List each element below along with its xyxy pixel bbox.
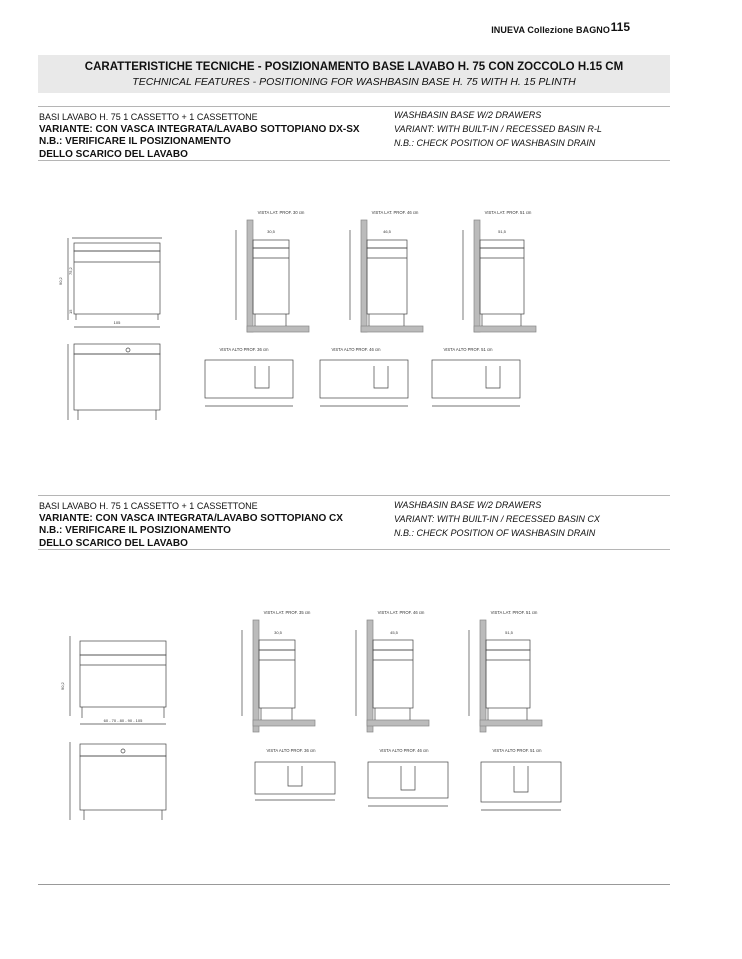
section-2-it-text: BASI LAVABO H. 75 1 CASSETTO + 1 CASSETTONE VARIANTE: CON VASCA INTEGRATA/LAVABO SOTTOPIANO CX N.B.: VERIFICARE IL POSIZIONAMENTO DELLO SCARICO DEL LAVABO bbox=[39, 501, 343, 549]
dimension-label: 105 bbox=[113, 320, 121, 325]
section-1-it-text: BASI LAVABO H. 75 1 CASSETTO + 1 CASSETTONE VARIANTE: CON VASCA INTEGRATA/LAVABO SOTTOPIANO DX-SX N.B.: VERIFICARE IL POSIZIONAMENTO DELLO SCARICO DEL LAVABO bbox=[39, 112, 360, 160]
svg-text:VISTA ALTO PROF. 46 cm: VISTA ALTO PROF. 46 cm bbox=[331, 347, 381, 352]
front-view-drawing-2 bbox=[60, 636, 166, 820]
svg-text:VISTA LAT. PROF. 30 cm: VISTA LAT. PROF. 30 cm bbox=[257, 210, 305, 215]
svg-text:VISTA LAT. PROF. 46 cm: VISTA LAT. PROF. 46 cm bbox=[371, 210, 419, 215]
svg-text:VISTA ALTO PROF. 51 cm: VISTA ALTO PROF. 51 cm bbox=[492, 748, 542, 753]
svg-text:VISTA LAT. PROF. 51 cm: VISTA LAT. PROF. 51 cm bbox=[490, 610, 538, 615]
svg-text:45,5: 45,5 bbox=[390, 630, 398, 635]
dimension-label: 75,2 bbox=[68, 267, 73, 275]
front-view-drawing-1 bbox=[58, 238, 162, 420]
svg-text:VISTA ALTO PROF. 46 cm: VISTA ALTO PROF. 46 cm bbox=[379, 748, 429, 753]
side-views-1 bbox=[236, 210, 536, 332]
page-number: 115 bbox=[610, 20, 630, 34]
top-views-2 bbox=[255, 748, 561, 810]
svg-text:VISTA LAT. PROF. 46 cm: VISTA LAT. PROF. 46 cm bbox=[377, 610, 425, 615]
svg-text:51,5: 51,5 bbox=[505, 630, 513, 635]
svg-text:VISTA ALTO PROF. 36 cm: VISTA ALTO PROF. 36 cm bbox=[219, 347, 269, 352]
dimension-label: 90,2 bbox=[58, 277, 63, 285]
title-it: CARATTERISTICHE TECNICHE - POSIZIONAMENTO BASE LAVABO H. 75 CON ZOCCOLO H.15 CM bbox=[84, 61, 624, 73]
title-en: TECHNICAL FEATURES - POSITIONING FOR WASHBASIN BASE H. 75 WITH H. 15 PLINTH bbox=[132, 76, 576, 88]
svg-text:VISTA ALTO PROF. 51 cm: VISTA ALTO PROF. 51 cm bbox=[443, 347, 493, 352]
section-2-en-text: WASHBASIN BASE W/2 DRAWERS VARIANT: WITH BUILT-IN / RECESSED BASIN CX N.B.: CHECK POSITION OF WASHBASIN DRAIN bbox=[394, 500, 600, 538]
svg-text:46,5: 46,5 bbox=[383, 229, 391, 234]
svg-text:60 - 70 - 80 - 90 - 105: 60 - 70 - 80 - 90 - 105 bbox=[103, 718, 143, 723]
side-views-2 bbox=[242, 610, 542, 732]
svg-text:30,5: 30,5 bbox=[267, 229, 275, 234]
svg-text:51,5: 51,5 bbox=[498, 229, 506, 234]
brand-label: INUEVA Collezione BAGNO bbox=[491, 25, 610, 35]
svg-text:VISTA LAT. PROF. 35 cm: VISTA LAT. PROF. 35 cm bbox=[263, 610, 311, 615]
svg-text:90,2: 90,2 bbox=[60, 682, 65, 690]
svg-text:VISTA LAT. PROF. 51 cm: VISTA LAT. PROF. 51 cm bbox=[484, 210, 532, 215]
section-1-en-text: WASHBASIN BASE W/2 DRAWERS VARIANT: WITH BUILT-IN / RECESSED BASIN R-L N.B.: CHECK POSITION OF WASHBASIN DRAIN bbox=[394, 110, 602, 148]
dimension-label: 15 bbox=[68, 309, 73, 314]
svg-text:30,5: 30,5 bbox=[274, 630, 282, 635]
top-views-1 bbox=[205, 347, 520, 406]
svg-text:VISTA ALTO PROF. 36 cm: VISTA ALTO PROF. 36 cm bbox=[266, 748, 316, 753]
